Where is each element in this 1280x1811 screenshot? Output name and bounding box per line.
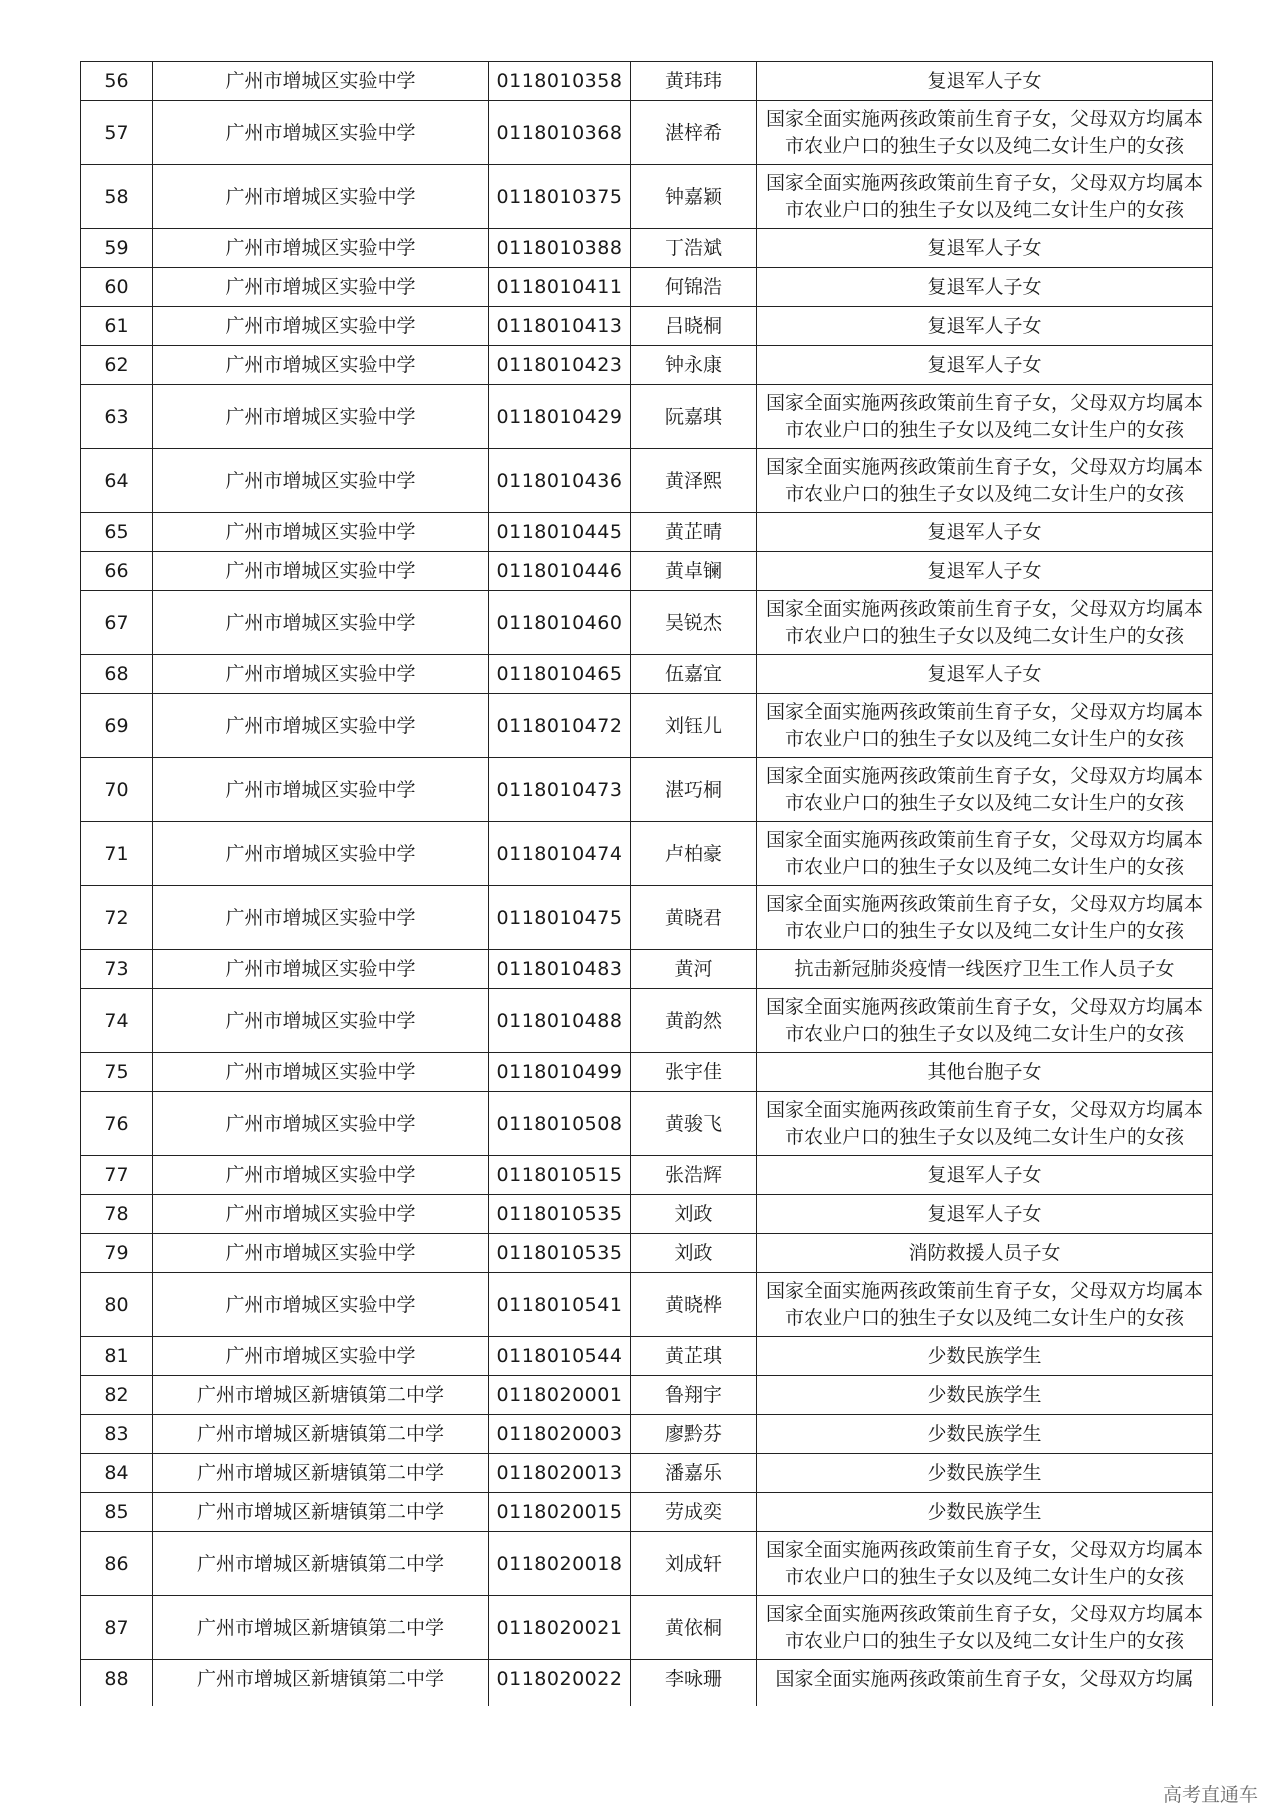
cell-student-id: 0118010474 bbox=[489, 822, 631, 886]
cell-school: 广州市增城区实验中学 bbox=[153, 229, 489, 268]
table-row bbox=[81, 1092, 1213, 1156]
table-row bbox=[81, 1596, 1213, 1660]
cell-student-id: 0118020001 bbox=[489, 1376, 631, 1415]
cell-number: 61 bbox=[81, 307, 153, 346]
table-row bbox=[81, 822, 1213, 886]
cell-school: 广州市增城区实验中学 bbox=[153, 886, 489, 950]
cell-category: 其他台胞子女 bbox=[757, 1053, 1213, 1092]
table-row bbox=[81, 886, 1213, 950]
cell-school: 广州市增城区新塘镇第二中学 bbox=[153, 1532, 489, 1596]
cell-number: 63 bbox=[81, 385, 153, 449]
cell-number: 76 bbox=[81, 1092, 153, 1156]
table-row bbox=[81, 385, 1213, 449]
cell-student-name: 黄晓桦 bbox=[631, 1273, 757, 1337]
cell-number: 74 bbox=[81, 989, 153, 1053]
cell-number: 56 bbox=[81, 62, 153, 101]
cell-school: 广州市增城区实验中学 bbox=[153, 822, 489, 886]
table-row bbox=[81, 1660, 1213, 1707]
table-row bbox=[81, 307, 1213, 346]
cell-category: 国家全面实施两孩政策前生育子女，父母双方均属本市农业户口的独生子女以及纯二女计生户的女孩 bbox=[757, 385, 1213, 449]
cell-category: 国家全面实施两孩政策前生育子女，父母双方均属本市农业户口的独生子女以及纯二女计生户的女孩 bbox=[757, 758, 1213, 822]
cell-school: 广州市增城区实验中学 bbox=[153, 346, 489, 385]
cell-student-id: 0118010413 bbox=[489, 307, 631, 346]
cell-student-name: 刘钰儿 bbox=[631, 694, 757, 758]
table-row bbox=[81, 1493, 1213, 1532]
table-row bbox=[81, 552, 1213, 591]
cell-school: 广州市增城区实验中学 bbox=[153, 950, 489, 989]
cell-student-id: 0118010368 bbox=[489, 101, 631, 165]
cell-number: 73 bbox=[81, 950, 153, 989]
cell-school: 广州市增城区实验中学 bbox=[153, 62, 489, 101]
cell-student-name: 黄河 bbox=[631, 950, 757, 989]
cell-school: 广州市增城区新塘镇第二中学 bbox=[153, 1660, 489, 1707]
cell-number: 84 bbox=[81, 1454, 153, 1493]
cell-student-id: 0118010375 bbox=[489, 165, 631, 229]
cell-school: 广州市增城区实验中学 bbox=[153, 1053, 489, 1092]
table-row bbox=[81, 1234, 1213, 1273]
cell-student-id: 0118010460 bbox=[489, 591, 631, 655]
cell-school: 广州市增城区实验中学 bbox=[153, 552, 489, 591]
cell-category: 国家全面实施两孩政策前生育子女，父母双方均属本市农业户口的独生子女以及纯二女计生户的女孩 bbox=[757, 1092, 1213, 1156]
cell-student-name: 伍嘉宜 bbox=[631, 655, 757, 694]
cell-school: 广州市增城区新塘镇第二中学 bbox=[153, 1596, 489, 1660]
cell-school: 广州市增城区实验中学 bbox=[153, 1337, 489, 1376]
table-row bbox=[81, 165, 1213, 229]
watermark: 高考直通车 bbox=[1162, 1784, 1258, 1806]
cell-student-id: 0118010499 bbox=[489, 1053, 631, 1092]
cell-number: 68 bbox=[81, 655, 153, 694]
cell-category: 国家全面实施两孩政策前生育子女，父母双方均属本市农业户口的独生子女以及纯二女计生户的女孩 bbox=[757, 886, 1213, 950]
cell-student-name: 刘政 bbox=[631, 1234, 757, 1273]
table-row bbox=[81, 449, 1213, 513]
cell-student-id: 0118020003 bbox=[489, 1415, 631, 1454]
cell-school: 广州市增城区实验中学 bbox=[153, 449, 489, 513]
cell-student-name: 吕晓桐 bbox=[631, 307, 757, 346]
cell-student-name: 李咏珊 bbox=[631, 1660, 757, 1707]
cell-category: 少数民族学生 bbox=[757, 1454, 1213, 1493]
cell-number: 64 bbox=[81, 449, 153, 513]
cell-category: 复退军人子女 bbox=[757, 1195, 1213, 1234]
cell-category: 复退军人子女 bbox=[757, 229, 1213, 268]
cell-student-name: 丁浩斌 bbox=[631, 229, 757, 268]
cell-student-name: 鲁翔宇 bbox=[631, 1376, 757, 1415]
cell-category: 少数民族学生 bbox=[757, 1415, 1213, 1454]
cell-number: 57 bbox=[81, 101, 153, 165]
cell-number: 79 bbox=[81, 1234, 153, 1273]
cell-student-id: 0118010541 bbox=[489, 1273, 631, 1337]
cell-student-name: 刘政 bbox=[631, 1195, 757, 1234]
cell-category: 复退军人子女 bbox=[757, 346, 1213, 385]
table-body bbox=[81, 62, 1213, 1707]
cell-category: 国家全面实施两孩政策前生育子女，父母双方均属本市农业户口的独生子女以及纯二女计生户的女孩 bbox=[757, 591, 1213, 655]
table-row bbox=[81, 1273, 1213, 1337]
cell-student-name: 廖黔芬 bbox=[631, 1415, 757, 1454]
table-row bbox=[81, 1195, 1213, 1234]
table-row bbox=[81, 1532, 1213, 1596]
cell-number: 81 bbox=[81, 1337, 153, 1376]
cell-number: 72 bbox=[81, 886, 153, 950]
cell-student-name: 湛巧桐 bbox=[631, 758, 757, 822]
cell-student-id: 0118010535 bbox=[489, 1234, 631, 1273]
table-row bbox=[81, 1415, 1213, 1454]
cell-student-id: 0118010411 bbox=[489, 268, 631, 307]
cell-category: 国家全面实施两孩政策前生育子女，父母双方均属本市农业户口的独生子女以及纯二女计生户的女孩 bbox=[757, 694, 1213, 758]
table-row bbox=[81, 229, 1213, 268]
cell-student-name: 黄骏飞 bbox=[631, 1092, 757, 1156]
cell-school: 广州市增城区实验中学 bbox=[153, 655, 489, 694]
cell-number: 59 bbox=[81, 229, 153, 268]
cell-category: 国家全面实施两孩政策前生育子女，父母双方均属本市农业户口的独生子女以及纯二女计生户的女孩 bbox=[757, 822, 1213, 886]
cell-student-id: 0118010535 bbox=[489, 1195, 631, 1234]
table-row bbox=[81, 1376, 1213, 1415]
cell-category: 抗击新冠肺炎疫情一线医疗卫生工作人员子女 bbox=[757, 950, 1213, 989]
cell-category: 国家全面实施两孩政策前生育子女，父母双方均属本市农业户口的独生子女以及纯二女计生户的女孩 bbox=[757, 989, 1213, 1053]
table-row bbox=[81, 1454, 1213, 1493]
table-row bbox=[81, 989, 1213, 1053]
cell-student-id: 0118010388 bbox=[489, 229, 631, 268]
cell-student-id: 0118010445 bbox=[489, 513, 631, 552]
cell-student-id: 0118010475 bbox=[489, 886, 631, 950]
cell-student-name: 黄泽熙 bbox=[631, 449, 757, 513]
cell-school: 广州市增城区实验中学 bbox=[153, 1234, 489, 1273]
cell-student-id: 0118010423 bbox=[489, 346, 631, 385]
cell-number: 77 bbox=[81, 1156, 153, 1195]
cell-student-id: 0118010472 bbox=[489, 694, 631, 758]
cell-category: 复退军人子女 bbox=[757, 513, 1213, 552]
cell-number: 62 bbox=[81, 346, 153, 385]
cell-category: 国家全面实施两孩政策前生育子女，父母双方均属 bbox=[757, 1660, 1213, 1707]
cell-school: 广州市增城区实验中学 bbox=[153, 758, 489, 822]
table-row bbox=[81, 62, 1213, 101]
cell-student-name: 卢柏豪 bbox=[631, 822, 757, 886]
cell-category: 复退军人子女 bbox=[757, 62, 1213, 101]
cell-category: 复退军人子女 bbox=[757, 307, 1213, 346]
table-row bbox=[81, 655, 1213, 694]
table-row bbox=[81, 591, 1213, 655]
cell-number: 58 bbox=[81, 165, 153, 229]
cell-student-id: 0118020022 bbox=[489, 1660, 631, 1707]
cell-school: 广州市增城区实验中学 bbox=[153, 1273, 489, 1337]
cell-number: 60 bbox=[81, 268, 153, 307]
cell-student-id: 0118010429 bbox=[489, 385, 631, 449]
cell-number: 88 bbox=[81, 1660, 153, 1707]
cell-student-id: 0118010488 bbox=[489, 989, 631, 1053]
table-row bbox=[81, 268, 1213, 307]
cell-number: 71 bbox=[81, 822, 153, 886]
cell-student-name: 钟永康 bbox=[631, 346, 757, 385]
cell-student-id: 0118010436 bbox=[489, 449, 631, 513]
cell-category: 复退军人子女 bbox=[757, 268, 1213, 307]
cell-school: 广州市增城区新塘镇第二中学 bbox=[153, 1415, 489, 1454]
cell-category: 少数民族学生 bbox=[757, 1337, 1213, 1376]
table-row bbox=[81, 513, 1213, 552]
cell-student-name: 湛梓希 bbox=[631, 101, 757, 165]
cell-school: 广州市增城区实验中学 bbox=[153, 385, 489, 449]
cell-school: 广州市增城区实验中学 bbox=[153, 101, 489, 165]
table-row bbox=[81, 101, 1213, 165]
cell-student-name: 黄晓君 bbox=[631, 886, 757, 950]
cell-category: 国家全面实施两孩政策前生育子女，父母双方均属本市农业户口的独生子女以及纯二女计生户的女孩 bbox=[757, 449, 1213, 513]
cell-number: 82 bbox=[81, 1376, 153, 1415]
cell-student-name: 张浩辉 bbox=[631, 1156, 757, 1195]
table-row bbox=[81, 1156, 1213, 1195]
cell-number: 69 bbox=[81, 694, 153, 758]
cell-student-id: 0118010508 bbox=[489, 1092, 631, 1156]
cell-category: 国家全面实施两孩政策前生育子女，父母双方均属本市农业户口的独生子女以及纯二女计生户的女孩 bbox=[757, 1532, 1213, 1596]
cell-category: 复退军人子女 bbox=[757, 552, 1213, 591]
cell-school: 广州市增城区实验中学 bbox=[153, 1156, 489, 1195]
cell-student-id: 0118010483 bbox=[489, 950, 631, 989]
cell-student-id: 0118020018 bbox=[489, 1532, 631, 1596]
cell-school: 广州市增城区实验中学 bbox=[153, 591, 489, 655]
cell-student-name: 黄芷晴 bbox=[631, 513, 757, 552]
cell-number: 70 bbox=[81, 758, 153, 822]
cell-category: 少数民族学生 bbox=[757, 1376, 1213, 1415]
cell-category: 少数民族学生 bbox=[757, 1493, 1213, 1532]
cell-school: 广州市增城区实验中学 bbox=[153, 268, 489, 307]
cell-number: 66 bbox=[81, 552, 153, 591]
cell-student-name: 刘成轩 bbox=[631, 1532, 757, 1596]
cell-student-name: 吴锐杰 bbox=[631, 591, 757, 655]
cell-student-id: 0118010446 bbox=[489, 552, 631, 591]
cell-student-id: 0118020013 bbox=[489, 1454, 631, 1493]
cell-student-name: 黄玮玮 bbox=[631, 62, 757, 101]
cell-school: 广州市增城区新塘镇第二中学 bbox=[153, 1493, 489, 1532]
cell-student-id: 0118020015 bbox=[489, 1493, 631, 1532]
cell-category: 国家全面实施两孩政策前生育子女，父母双方均属本市农业户口的独生子女以及纯二女计生户的女孩 bbox=[757, 1596, 1213, 1660]
table-row bbox=[81, 694, 1213, 758]
cell-student-id: 0118010515 bbox=[489, 1156, 631, 1195]
cell-school: 广州市增城区实验中学 bbox=[153, 1195, 489, 1234]
cell-category: 复退军人子女 bbox=[757, 1156, 1213, 1195]
cell-number: 80 bbox=[81, 1273, 153, 1337]
results-table bbox=[80, 61, 1213, 1706]
cell-student-name: 黄卓镧 bbox=[631, 552, 757, 591]
cell-school: 广州市增城区实验中学 bbox=[153, 513, 489, 552]
cell-student-name: 何锦浩 bbox=[631, 268, 757, 307]
cell-school: 广州市增城区实验中学 bbox=[153, 307, 489, 346]
cell-student-name: 张宇佳 bbox=[631, 1053, 757, 1092]
table-row bbox=[81, 1053, 1213, 1092]
cell-school: 广州市增城区新塘镇第二中学 bbox=[153, 1376, 489, 1415]
cell-student-name: 黄芷琪 bbox=[631, 1337, 757, 1376]
cell-category: 国家全面实施两孩政策前生育子女，父母双方均属本市农业户口的独生子女以及纯二女计生户的女孩 bbox=[757, 1273, 1213, 1337]
cell-number: 75 bbox=[81, 1053, 153, 1092]
cell-school: 广州市增城区新塘镇第二中学 bbox=[153, 1454, 489, 1493]
table-row bbox=[81, 346, 1213, 385]
cell-student-id: 0118010465 bbox=[489, 655, 631, 694]
cell-student-id: 0118010358 bbox=[489, 62, 631, 101]
cell-category: 国家全面实施两孩政策前生育子女，父母双方均属本市农业户口的独生子女以及纯二女计生户的女孩 bbox=[757, 165, 1213, 229]
cell-school: 广州市增城区实验中学 bbox=[153, 165, 489, 229]
table-row bbox=[81, 758, 1213, 822]
cell-category: 国家全面实施两孩政策前生育子女，父母双方均属本市农业户口的独生子女以及纯二女计生户的女孩 bbox=[757, 101, 1213, 165]
cell-category: 复退军人子女 bbox=[757, 655, 1213, 694]
cell-student-name: 阮嘉琪 bbox=[631, 385, 757, 449]
cell-school: 广州市增城区实验中学 bbox=[153, 694, 489, 758]
cell-number: 85 bbox=[81, 1493, 153, 1532]
cell-number: 65 bbox=[81, 513, 153, 552]
cell-student-name: 黄韵然 bbox=[631, 989, 757, 1053]
cell-category: 消防救援人员子女 bbox=[757, 1234, 1213, 1273]
cell-student-name: 钟嘉颖 bbox=[631, 165, 757, 229]
cell-student-name: 潘嘉乐 bbox=[631, 1454, 757, 1493]
cell-student-id: 0118010473 bbox=[489, 758, 631, 822]
cell-number: 87 bbox=[81, 1596, 153, 1660]
cell-student-name: 黄依桐 bbox=[631, 1596, 757, 1660]
cell-number: 67 bbox=[81, 591, 153, 655]
cell-student-id: 0118020021 bbox=[489, 1596, 631, 1660]
cell-student-id: 0118010544 bbox=[489, 1337, 631, 1376]
cell-number: 86 bbox=[81, 1532, 153, 1596]
cell-school: 广州市增城区实验中学 bbox=[153, 1092, 489, 1156]
cell-number: 78 bbox=[81, 1195, 153, 1234]
cell-number: 83 bbox=[81, 1415, 153, 1454]
cell-student-name: 劳成奕 bbox=[631, 1493, 757, 1532]
cell-school: 广州市增城区实验中学 bbox=[153, 989, 489, 1053]
table-row bbox=[81, 950, 1213, 989]
table-row bbox=[81, 1337, 1213, 1376]
